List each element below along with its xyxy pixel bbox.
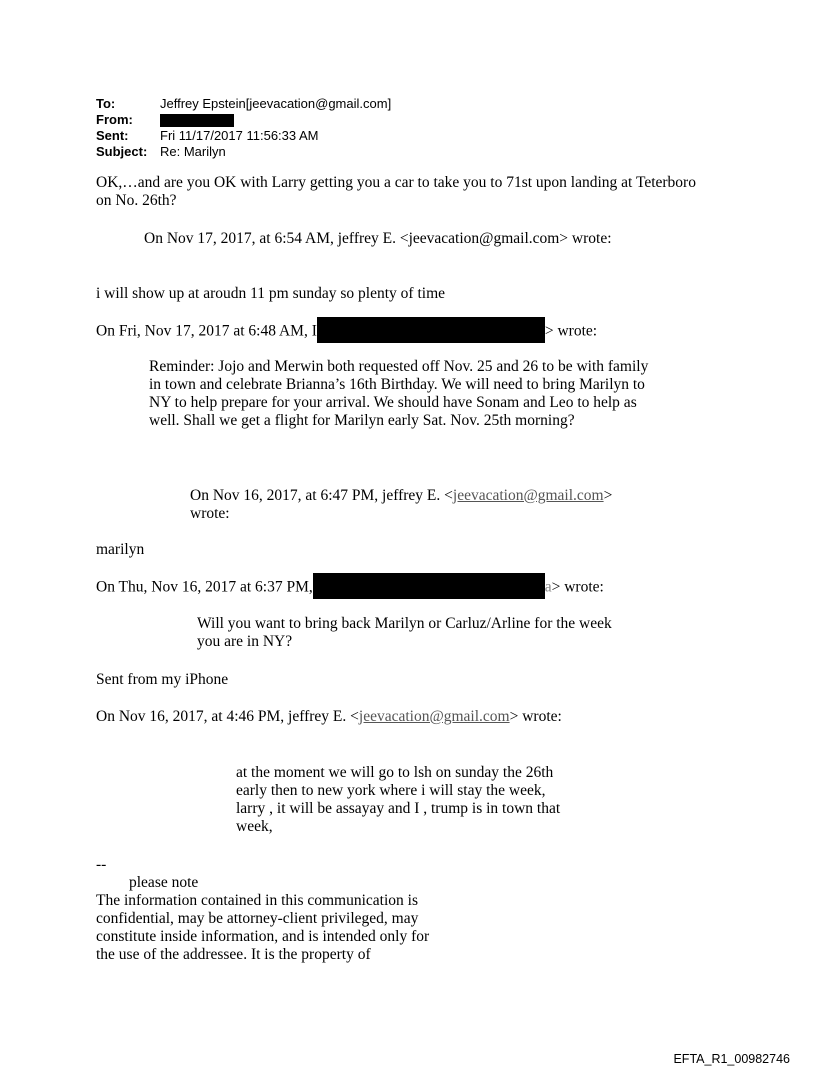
plan-line: larry , it will be assayay and I , trump is in town that [236,800,561,817]
email-link[interactable]: jeevacation@gmail.com [358,708,510,725]
sent-row [96,128,496,144]
reply-line: marilyn [96,541,145,558]
message-line: OK,…and are you OK with Larry getting you a car to take you to 71st upon landing at Teterboro [96,174,696,191]
signature-note: please note [129,874,199,891]
signature-dashes: -- [96,856,107,873]
reminder-line: in town and celebrate Brianna’s 16th Birthday. We will need to bring Marilyn to [149,376,645,393]
quote-header-text: > wrote: [544,322,598,340]
quote-header [96,321,597,343]
reply-line: i will show up at aroudn 11 pm sunday so plenty of time [96,285,445,302]
quote-header [96,708,562,726]
question-line: you are in NY? [197,633,293,650]
question-line: Will you want to bring back Marilyn or Carluz/Arline for the week [197,615,612,632]
quote-header-text: On Nov 16, 2017, at 4:46 PM, jeffrey E. < [96,708,359,725]
quote-header-text: > [603,487,613,504]
redaction-sender [317,317,545,343]
to-row [96,96,496,112]
quote-header-text: On Nov 16, 2017, at 6:47 PM, jeffrey E. < [190,487,453,504]
quote-header-text: On Fri, Nov 17, 2017 at 6:48 AM, I [96,322,317,340]
quote-header-text: > wrote: [509,708,562,725]
disclaimer-line: The information contained in this communication is [96,892,418,909]
sent-label: Sent: [96,128,129,143]
document-id: EFTA_R1_00982746 [673,1052,790,1066]
quote-header-text: a [544,578,552,596]
email-header [96,96,496,160]
subject-label: Subject: [96,144,148,159]
plan-line: at the moment we will go to lsh on sunday the 26th [236,764,554,781]
to-value: Jeffrey Epstein[jeevacation@gmail.com] [160,96,392,111]
redaction-sender [313,573,545,599]
disclaimer-line: the use of the addressee. It is the property of [96,946,371,963]
plan-line: early then to new york where i will stay the week, [236,782,546,799]
reminder-line: NY to help prepare for your arrival. We should have Sonam and Leo to help as [149,394,637,411]
redaction-from [160,114,234,127]
disclaimer-line: constitute inside information, and is intended only for [96,928,430,945]
quote-header [96,577,604,599]
subject-value: Re: Marilyn [160,144,226,159]
reminder-line: well. Shall we get a flight for Marilyn early Sat. Nov. 25th morning? [149,412,575,429]
message-line: on No. 26th? [96,192,177,209]
to-label: To: [96,96,116,111]
sent-from-line: Sent from my iPhone [96,671,229,688]
subject-row [96,144,496,160]
sent-value: Fri 11/17/2017 11:56:33 AM [160,128,319,143]
from-label: From: [96,112,133,127]
plan-line: week, [236,818,273,835]
reminder-line: Reminder: Jojo and Merwin both requested off Nov. 25 and 26 to be with family [149,358,649,375]
quote-header-text: > wrote: [551,578,604,596]
from-row [96,112,496,128]
email-link[interactable]: jeevacation@gmail.com [452,487,604,504]
disclaimer-line: confidential, may be attorney-client privileged, may [96,910,419,927]
quote-header: wrote: [190,505,230,522]
quote-header: On Nov 17, 2017, at 6:54 AM, jeffrey E. <jeevacation@gmail.com> wrote: [144,230,612,247]
quote-header [190,487,612,505]
quote-header-text: On Thu, Nov 16, 2017 at 6:37 PM, [96,578,313,596]
